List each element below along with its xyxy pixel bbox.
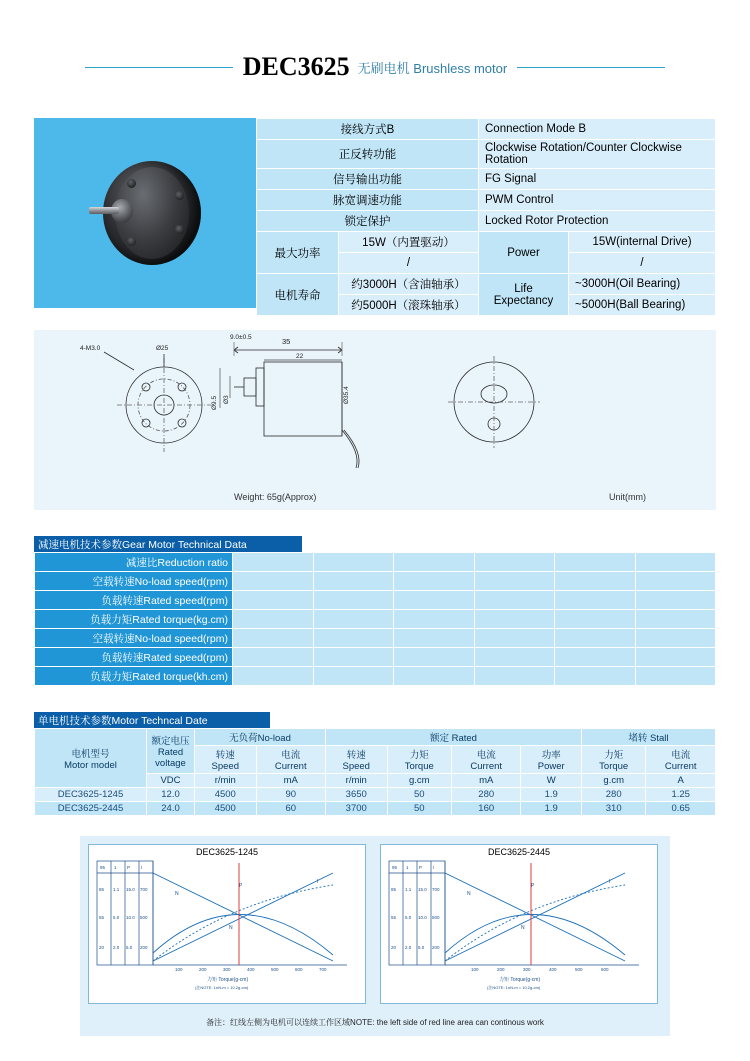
noload-group-header: 无负荷No-load: [195, 729, 326, 746]
life-label-cn: 电机寿命: [257, 274, 339, 316]
motor-model-header-en: Motor model: [64, 759, 117, 771]
sub-header-cn: 电流: [476, 750, 496, 761]
voltage-header-en2: voltage: [155, 758, 186, 769]
svg-text:600: 600: [295, 967, 303, 972]
table-row: [35, 788, 716, 802]
svg-text:15.0: 15.0: [126, 887, 135, 892]
gear-cell: [394, 610, 475, 629]
curve-card-2445: [380, 844, 658, 1004]
svg-text:5.0: 5.0: [418, 945, 425, 950]
gear-cell: [233, 667, 314, 686]
gear-table-title: 减速电机技术参数Gear Motor Technical Data: [34, 536, 302, 552]
svg-text:300: 300: [223, 967, 231, 972]
svg-text:10.0: 10.0: [418, 915, 427, 920]
performance-curves-block: [80, 836, 670, 1036]
gear-ratio-cell: [233, 553, 314, 572]
motor-value-cell: 280: [581, 788, 646, 802]
sub-header-cn: 功率: [541, 750, 561, 761]
rated-group-header: 额定 Rated: [325, 729, 581, 746]
svg-text:500: 500: [575, 967, 583, 972]
gear-cell: [555, 667, 636, 686]
life-value-en-2: ~5000H(Ball Bearing): [569, 295, 716, 316]
gear-ratio-label: 减速比Reduction ratio: [35, 553, 233, 572]
gear-cell: [555, 648, 636, 667]
sub-header-en: Speed: [342, 761, 370, 772]
gear-ratio-cell: [474, 553, 555, 572]
svg-text:(注NOTE: 1nN-m = 10.2g-cm): (注NOTE: 1nN-m = 10.2g-cm): [195, 985, 249, 990]
gear-cell: [233, 629, 314, 648]
svg-text:N: N: [175, 891, 179, 897]
stall-group-header: 堵转 Stall: [581, 729, 715, 746]
gear-cell: [394, 667, 475, 686]
gear-cell: [233, 648, 314, 667]
svg-text:1.1: 1.1: [405, 887, 412, 892]
svg-text:力矩 Torque(g-cm): 力矩 Torque(g-cm): [499, 977, 541, 983]
motor-value-cell: 60: [256, 802, 325, 816]
motor-value-cell: 1.25: [646, 788, 716, 802]
unit-cell: W: [521, 774, 581, 788]
unit-note: Unit(mm): [609, 492, 646, 502]
table-row: [35, 667, 716, 686]
model-subtitle: 无刷电机 Brushless motor: [357, 60, 508, 76]
gear-cell: [233, 610, 314, 629]
gear-cell: [555, 591, 636, 610]
unit-cell: g.cm: [387, 774, 452, 788]
svg-text:200: 200: [497, 967, 505, 972]
gear-cell: [555, 629, 636, 648]
gear-row-label: 负载力矩Rated torque(kh.cm): [35, 667, 233, 686]
svg-text:700: 700: [319, 967, 327, 972]
table-row: [35, 802, 716, 816]
gear-cell: [635, 572, 716, 591]
gear-cell: [474, 648, 555, 667]
table-row: [35, 629, 716, 648]
motor-value-cell: 4500: [195, 802, 257, 816]
svg-text:(注NOTE: 1nN-m = 10.2g-cm): (注NOTE: 1nN-m = 10.2g-cm): [487, 985, 541, 990]
title-rule-left: [85, 67, 233, 68]
svg-text:400: 400: [549, 967, 557, 972]
svg-text:55: 55: [391, 915, 397, 920]
table-header-row: [35, 729, 716, 746]
voltage-header-cn: 额定电压: [151, 736, 190, 747]
motor-model-header: [35, 729, 147, 788]
motor-model-header-cn: 电机型号: [71, 748, 110, 760]
sub-header: [195, 746, 257, 774]
motor-shaft-icon: [89, 207, 119, 214]
table-row: [35, 610, 716, 629]
svg-text:500: 500: [432, 915, 440, 920]
sub-header: [452, 746, 521, 774]
motor-image: [89, 161, 201, 265]
unit-cell: r/min: [325, 774, 387, 788]
gear-cell: [233, 572, 314, 591]
gear-cell: [313, 591, 394, 610]
gear-cell: [635, 629, 716, 648]
svg-text:N: N: [521, 925, 525, 931]
gear-ratio-cell: [313, 553, 394, 572]
dim-screw-label: 4-M3.0: [80, 345, 101, 352]
gear-ratio-cell: [555, 553, 636, 572]
sub-header-en: Current: [470, 761, 503, 772]
table-row: [35, 553, 716, 572]
motor-screw-hole-icon: [127, 237, 136, 246]
spec-en-1: Clockwise Rotation/Counter Clockwise Rotation: [479, 140, 716, 169]
motor-value-cell: 90: [256, 788, 325, 802]
weight-note: Weight: 65g(Approx): [234, 492, 317, 502]
curve-card-1245: [88, 844, 366, 1004]
svg-text:400: 400: [247, 967, 255, 972]
sub-header: [581, 746, 646, 774]
sub-header: [646, 746, 716, 774]
dim-total-length-label: 35: [282, 337, 291, 346]
svg-text:85: 85: [99, 887, 105, 892]
svg-text:100: 100: [175, 967, 183, 972]
page-title: [0, 52, 750, 82]
unit-cell: r/min: [195, 774, 257, 788]
table-row-power: [257, 232, 716, 253]
spec-en-0: Connection Mode B: [479, 119, 716, 140]
motor-value-cell: 280: [452, 788, 521, 802]
svg-text:N: N: [229, 925, 233, 931]
gear-cell: [635, 648, 716, 667]
svg-text:2.0: 2.0: [405, 945, 412, 950]
spec-en-4: Locked Rotor Protection: [479, 211, 716, 232]
spec-block: [34, 118, 716, 312]
sub-header: [256, 746, 325, 774]
svg-text:15.0: 15.0: [418, 887, 427, 892]
sub-header-cn: 电流: [281, 750, 301, 761]
motor-screw-hole-icon: [175, 225, 184, 234]
motor-value-cell: 310: [581, 802, 646, 816]
motor-model-cell: DEC3625-2445: [35, 802, 147, 816]
life-value-cn-1: 约3000H（含油轴承）: [339, 274, 479, 295]
spec-cn-1: 正反转功能: [257, 140, 479, 169]
gear-cell: [313, 629, 394, 648]
sub-header-cn: 力矩: [409, 750, 429, 761]
dimension-drawing-block: [34, 330, 716, 510]
motor-value-cell: 3650: [325, 788, 387, 802]
sub-header-en: Current: [274, 761, 307, 772]
dim-boss-diameter-label: Ø9.5: [211, 395, 218, 410]
svg-text:20: 20: [391, 945, 397, 950]
sub-header-cn: 转速: [215, 750, 235, 761]
sub-header: [325, 746, 387, 774]
gear-ratio-cell: [635, 553, 716, 572]
motor-table-title: 单电机技术参数Motor Techncal Date: [34, 712, 270, 728]
motor-technical-table: [34, 728, 716, 816]
svg-text:N: N: [467, 891, 471, 897]
spec-cn-4: 锁定保护: [257, 211, 479, 232]
svg-text:5.0: 5.0: [113, 915, 120, 920]
gear-cell: [313, 610, 394, 629]
sub-header-en: Torque: [599, 761, 629, 772]
spec-cn-2: 信号输出功能: [257, 169, 479, 190]
motor-screw-hole-icon: [175, 191, 184, 200]
motor-screw-hole-icon: [127, 179, 136, 188]
svg-text:700: 700: [432, 887, 440, 892]
dim-outer-diameter-label: Ø35.4: [343, 386, 350, 404]
motor-value-cell: 160: [452, 802, 521, 816]
svg-text:I: I: [141, 865, 143, 870]
table-row: [35, 591, 716, 610]
curve-chart-left: [89, 857, 365, 997]
svg-text:P: P: [239, 883, 243, 889]
sub-header: [387, 746, 452, 774]
unit-cell: mA: [256, 774, 325, 788]
motor-value-cell: 3700: [325, 802, 387, 816]
gear-motor-table: [34, 552, 716, 686]
gear-cell: [474, 610, 555, 629]
svg-text:P: P: [419, 865, 423, 870]
svg-text:I: I: [609, 879, 611, 885]
svg-text:500: 500: [140, 915, 148, 920]
gear-row-label: 负载转速Rated speed(rpm): [35, 648, 233, 667]
motor-value-cell: 50: [387, 802, 452, 816]
svg-text:700: 700: [140, 887, 148, 892]
svg-text:I: I: [433, 865, 435, 870]
svg-text:600: 600: [601, 967, 609, 972]
svg-text:P: P: [127, 865, 131, 870]
gear-cell: [474, 591, 555, 610]
gear-cell: [635, 610, 716, 629]
motor-model-cell: DEC3625-1245: [35, 788, 147, 802]
unit-cell: A: [646, 774, 716, 788]
curve-footnote: 备注：红线左侧为电机可以连续工作区域NOTE: the left side of red line area can continous work: [206, 1018, 544, 1027]
curve-chart-right: [381, 857, 657, 997]
svg-text:500: 500: [271, 967, 279, 972]
svg-text:20: 20: [99, 945, 105, 950]
gear-cell: [394, 591, 475, 610]
power-value-en-2: /: [569, 253, 716, 274]
power-value-cn-2: /: [339, 253, 479, 274]
svg-text:200: 200: [140, 945, 148, 950]
svg-text:10.0: 10.0: [126, 915, 135, 920]
svg-text:1.1: 1.1: [113, 887, 120, 892]
svg-text:5.0: 5.0: [126, 945, 133, 950]
specification-table: [256, 118, 716, 316]
life-value-cn-2: 约5000H（滚珠轴承）: [339, 295, 479, 316]
svg-text:2.0: 2.0: [113, 945, 120, 950]
svg-text:5.0: 5.0: [405, 915, 412, 920]
gear-cell: [394, 572, 475, 591]
gear-cell: [313, 572, 394, 591]
gear-cell: [394, 648, 475, 667]
sub-header-en: Torque: [404, 761, 434, 772]
power-label-cn: 最大功率: [257, 232, 339, 274]
gear-cell: [635, 667, 716, 686]
svg-text:200: 200: [432, 945, 440, 950]
spec-en-3: PWM Control: [479, 190, 716, 211]
sub-header-en: Power: [537, 761, 565, 772]
gear-row-label: 负载力矩Rated torque(kg.cm): [35, 610, 233, 629]
motor-value-cell: 1.9: [521, 788, 581, 802]
svg-text:200: 200: [199, 967, 207, 972]
motor-value-cell: 24.0: [147, 802, 195, 816]
gear-cell: [474, 667, 555, 686]
table-row: [35, 572, 716, 591]
gear-cell: [233, 591, 314, 610]
sub-header-en: Current: [664, 761, 697, 772]
power-value-en-1: 15W(internal Drive): [569, 232, 716, 253]
dim-body-length-label: 22: [296, 353, 304, 360]
spec-en-2: FG Signal: [479, 169, 716, 190]
svg-text:I: I: [317, 879, 319, 885]
motor-value-cell: 0.65: [646, 802, 716, 816]
sub-header: [521, 746, 581, 774]
power-label-en: Power: [479, 232, 569, 274]
svg-text:100: 100: [471, 967, 479, 972]
svg-text:P: P: [531, 883, 535, 889]
voltage-header: [147, 729, 195, 774]
motor-value-cell: 50: [387, 788, 452, 802]
svg-text:1: 1: [406, 865, 409, 870]
gear-cell: [474, 629, 555, 648]
model-name: DEC3625: [242, 52, 350, 81]
dim-boltcircle-label: Ø25: [156, 345, 169, 352]
motor-value-cell: 4500: [195, 788, 257, 802]
motor-value-cell: 1.9: [521, 802, 581, 816]
sub-header-en: Speed: [211, 761, 239, 772]
svg-text:力矩 Torque(g-cm): 力矩 Torque(g-cm): [207, 977, 249, 983]
table-row: [257, 190, 716, 211]
svg-text:1: 1: [114, 865, 117, 870]
svg-text:300: 300: [523, 967, 531, 972]
gear-cell: [394, 629, 475, 648]
motor-photo-area: [34, 118, 256, 308]
svg-text:95: 95: [100, 865, 106, 870]
dim-shaft-length-label: 9.0±0.5: [230, 334, 252, 341]
gear-row-label: 空载转速No-load speed(rpm): [35, 572, 233, 591]
table-row: [257, 169, 716, 190]
svg-text:55: 55: [99, 915, 105, 920]
power-value-cn-1: 15W（内置驱动）: [339, 232, 479, 253]
sub-header-cn: 力矩: [604, 750, 624, 761]
sub-header-cn: 转速: [346, 750, 366, 761]
gear-cell: [474, 572, 555, 591]
voltage-header-en1: Rated: [157, 747, 184, 758]
table-row: [257, 140, 716, 169]
gear-cell: [635, 591, 716, 610]
life-value-en-1: ~3000H(Oil Bearing): [569, 274, 716, 295]
svg-text:95: 95: [392, 865, 398, 870]
table-row: [35, 648, 716, 667]
gear-row-label: 空载转速No-load speed(rpm): [35, 629, 233, 648]
gear-cell: [555, 610, 636, 629]
life-label-en: Life Expectancy: [479, 274, 569, 316]
spec-cn-3: 脉宽调速功能: [257, 190, 479, 211]
curve-title-right: DEC3625-2445: [487, 847, 551, 857]
table-row-life: [257, 274, 716, 295]
sub-header-cn: 电流: [671, 750, 691, 761]
dim-shaft-diameter-label: Ø3: [223, 395, 230, 404]
curve-title-left: DEC3625-1245: [195, 847, 259, 857]
unit-cell: g.cm: [581, 774, 646, 788]
gear-cell: [555, 572, 636, 591]
svg-text:85: 85: [391, 887, 397, 892]
gear-cell: [313, 648, 394, 667]
gear-ratio-cell: [394, 553, 475, 572]
table-row: [257, 211, 716, 232]
motor-value-cell: 12.0: [147, 788, 195, 802]
gear-cell: [313, 667, 394, 686]
gear-row-label: 负载转速Rated speed(rpm): [35, 591, 233, 610]
unit-cell: VDC: [147, 774, 195, 788]
dimension-drawing: [34, 330, 716, 490]
unit-cell: mA: [452, 774, 521, 788]
spec-cn-0: 接线方式B: [257, 119, 479, 140]
table-row: [257, 119, 716, 140]
title-rule-right: [517, 67, 665, 68]
